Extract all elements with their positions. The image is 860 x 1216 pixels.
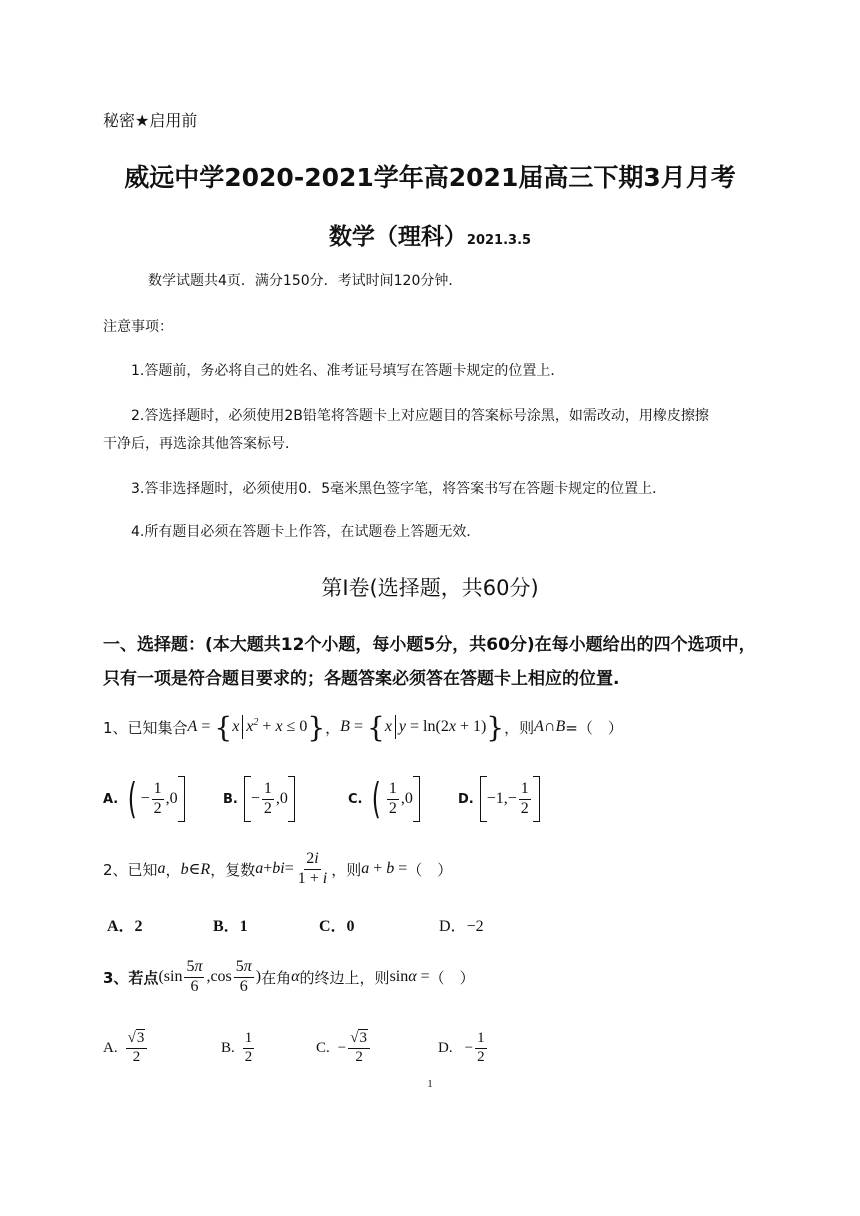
section-title: 第Ⅰ卷(选择题，共60分) xyxy=(321,576,539,600)
question-3-stem: 3、若点 (sin $\frac{5\pi}{6}$ ,cos $\frac{5\pi}{6}$ ) 在角 α 的终边上，则 sinα = （ ） xyxy=(103,958,475,995)
secret-label: 秘密★启用前 xyxy=(103,111,198,130)
section-intro-1: 一、选择题：(本大题共12个小题，每小题5分，共60分)在每小题给出的四个选项中， xyxy=(103,635,756,655)
q3-option-b: B. $\frac{1}{2}$ xyxy=(221,1030,253,1065)
q3-blank: （ ） xyxy=(429,968,475,987)
notice-heading: 注意事项： xyxy=(103,319,173,335)
q1-mid: ， xyxy=(325,718,341,737)
question-3-options xyxy=(103,1023,603,1073)
q2-formula: a + bi = $\frac{2i}{1 + i}$ xyxy=(255,850,328,887)
q3-option-c: C. − $\frac{√3}{2}$ xyxy=(316,1023,372,1073)
q2-option-c: C．0 xyxy=(319,918,355,935)
q2-mid: ，复数 xyxy=(210,860,256,879)
question-1-stem xyxy=(103,712,623,742)
q2-option-d xyxy=(439,913,484,936)
q3-option-d-label: D. xyxy=(438,1039,453,1056)
q1-set-a: A = {x $x^2 + x \le 0$} xyxy=(187,710,326,744)
q1-option-b-label: B. xyxy=(223,791,238,807)
q1-option-d: D. −1,− $\frac{1}{2}$ xyxy=(458,772,540,826)
q2-option-b: B．1 xyxy=(213,918,248,935)
q1-option-a-label: A. xyxy=(103,791,119,807)
notice-item-2: 2.答选择题时，必须使用2B铅笔将答题卡上对应题目的答案标号涂黑，如需改动，用橡皮擦擦 xyxy=(131,408,709,424)
q3-mid: 在角 xyxy=(261,968,292,987)
q3-option-b-label: B. xyxy=(221,1039,235,1056)
notice-item-4: 4.所有题目必须在答题卡上作答，在试题卷上答题无效． xyxy=(131,524,481,540)
q1-option-d-label: D. xyxy=(458,791,474,807)
exam-date: 2021.3.5 xyxy=(466,233,532,248)
page-number: 1 xyxy=(427,1078,433,1090)
q1-option-b: B. − $\frac{1}{2}$ ,0 xyxy=(223,772,295,826)
q1-prefix: 1、已知集合 xyxy=(103,718,188,737)
question-2-stem: 2、已知 a ， b∈R ，复数 a + bi = $\frac{2i}{1 + i}$ ，则 a + b = （ ） xyxy=(103,850,453,887)
subject-title: 数学（理科） xyxy=(328,224,467,250)
q3-option-d: D. − $\frac{1}{2}$ xyxy=(438,1030,485,1065)
subject-line xyxy=(0,218,860,251)
q1-suffix: ，则 xyxy=(504,718,535,737)
q3-option-a-label: A. xyxy=(103,1039,118,1056)
exam-title: 威远中学2020-2021学年高2021届高三下期3月月考 xyxy=(124,163,736,192)
q3-prefix: 3、若点 xyxy=(103,968,159,987)
question-2-options xyxy=(107,913,607,935)
q2-comma: ， xyxy=(165,860,181,879)
q1-set-b: B = {x y = ln(2x + 1)} xyxy=(340,710,505,744)
q1-blank: =（ ） xyxy=(565,718,623,737)
q1-intersection: A∩B xyxy=(534,718,566,735)
q2-option-d-label: D． xyxy=(439,918,467,935)
q1-option-a: A. ( − $\frac{1}{2}$ ,0 xyxy=(103,772,185,826)
exam-info: 数学试题共4页．满分150分．考试时间120分钟． xyxy=(148,273,463,289)
q2-prefix: 2、已知 xyxy=(103,860,158,879)
section-intro-2: 只有一项是符合题目要求的；各题答案必须答在答题卡上相应的位置. xyxy=(103,669,620,689)
q3-suffix: 的终边上，则 xyxy=(299,968,390,987)
q2-option-a: A．2 xyxy=(107,918,143,935)
q3-option-a: A. $\frac{√3}{2}$ xyxy=(103,1023,149,1073)
q2-blank: （ ） xyxy=(407,860,453,879)
question-1-options xyxy=(103,772,803,826)
q3-point: (sin $\frac{5\pi}{6}$ ,cos $\frac{5\pi}{6}$ ) xyxy=(158,958,262,995)
notice-item-3: 3.答非选择题时，必须使用0．5毫米黑色签字笔，将答案书写在答题卡规定的位置上． xyxy=(131,481,667,497)
q2-option-d-value: −2 xyxy=(466,918,484,935)
q3-option-c-label: C. xyxy=(316,1039,330,1056)
notice-item-2-cont: 干净后，再选涂其他答案标号． xyxy=(103,436,299,452)
q2-suffix: ，则 xyxy=(331,860,362,879)
notice-item-1: 1.答题前，务必将自己的姓名、准考证号填写在答题卡规定的位置上． xyxy=(131,363,565,379)
q1-option-c: C. ( $\frac{1}{2}$ ,0 xyxy=(348,772,420,826)
q1-option-c-label: C. xyxy=(348,791,363,807)
